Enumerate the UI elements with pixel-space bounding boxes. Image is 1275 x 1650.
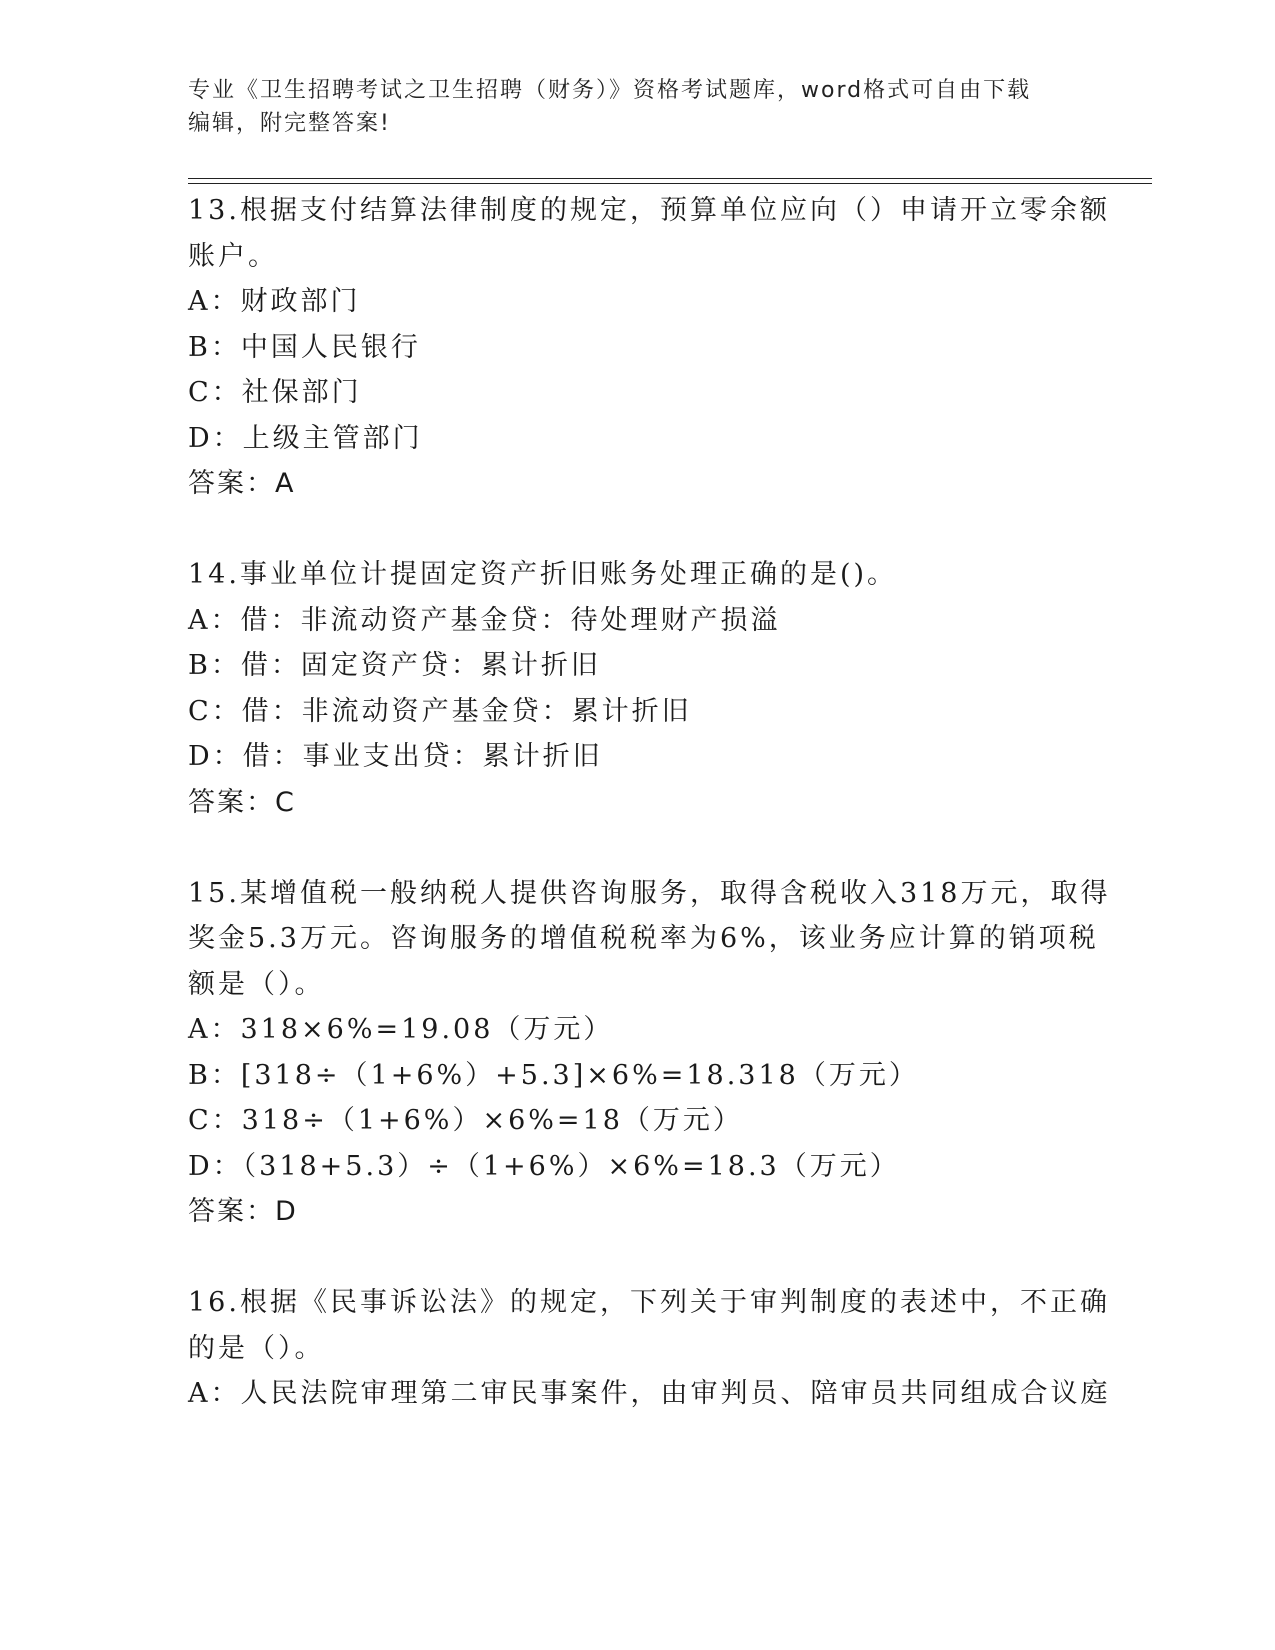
document-header: [188, 74, 1068, 140]
question-spacer: [188, 825, 1088, 871]
option-c: C：318÷（1+6%）×6%=18（万元）: [188, 1105, 743, 1136]
option-b: B：中国人民银行: [188, 331, 421, 363]
option-b: B：[318÷（1+6%）+5.3]×6%=18.318（万元）: [188, 1059, 919, 1091]
option-d: D：借：事业支出贷：累计折旧: [188, 741, 603, 772]
option-c: C：社保部门: [188, 377, 362, 408]
option-a: A：人民法院审理第二审民事案件，由审判员、陪审员共同组成合议庭: [188, 1378, 1111, 1409]
question-14: [188, 552, 1088, 825]
option-b: B：借：固定资产贷：累计折旧: [188, 650, 601, 681]
question-spacer: [188, 507, 1088, 553]
header-divider-bottom: [188, 183, 1152, 184]
option-d: D：上级主管部门: [188, 422, 423, 454]
question-stem: 奖金5.3万元。咨询服务的增值税税率为6%，该业务应计算的销项税: [188, 923, 1099, 954]
question-13: [188, 188, 1110, 507]
question-stem: 13.根据支付结算法律制度的规定，预算单位应向（）申请开立零余额: [188, 195, 1110, 226]
question-stem: 额是（）。: [188, 968, 325, 1000]
question-15: [188, 871, 1111, 1235]
question-spacer: [188, 1235, 1088, 1281]
option-d: D：（318+5.3）÷（1+6%）×6%=18.3（万元）: [188, 1150, 900, 1182]
header-line-1: 专业《卫生招聘考试之卫生招聘（财务）》资格考试题库，word格式可自由下载: [188, 78, 1032, 103]
option-a: A：318×6%=19.08（万元）: [188, 1014, 614, 1045]
question-stem: 14.事业单位计提固定资产折旧账务处理正确的是()。: [188, 559, 898, 590]
question-16: [188, 1280, 1111, 1417]
answer: 答案：C: [188, 786, 296, 818]
answer: 答案：A: [188, 468, 296, 499]
question-list: [188, 188, 1111, 1417]
question-stem: 16.根据《民事诉讼法》的规定，下列关于审判制度的表述中，不正确: [188, 1287, 1110, 1318]
question-stem: 账户。: [188, 240, 278, 272]
answer: 答案：D: [188, 1196, 298, 1227]
header-line-2: 编辑，附完整答案!: [188, 111, 391, 136]
option-a: A：借：非流动资产基金贷：待处理财产损溢: [188, 604, 781, 636]
option-a: A：财政部门: [188, 286, 361, 317]
option-c: C：借：非流动资产基金贷：累计折旧: [188, 695, 692, 727]
header-divider-top: [188, 178, 1152, 179]
question-stem: 的是（）。: [188, 1332, 325, 1364]
question-stem: 15.某增值税一般纳税人提供咨询服务，取得含税收入318万元，取得: [188, 877, 1111, 909]
